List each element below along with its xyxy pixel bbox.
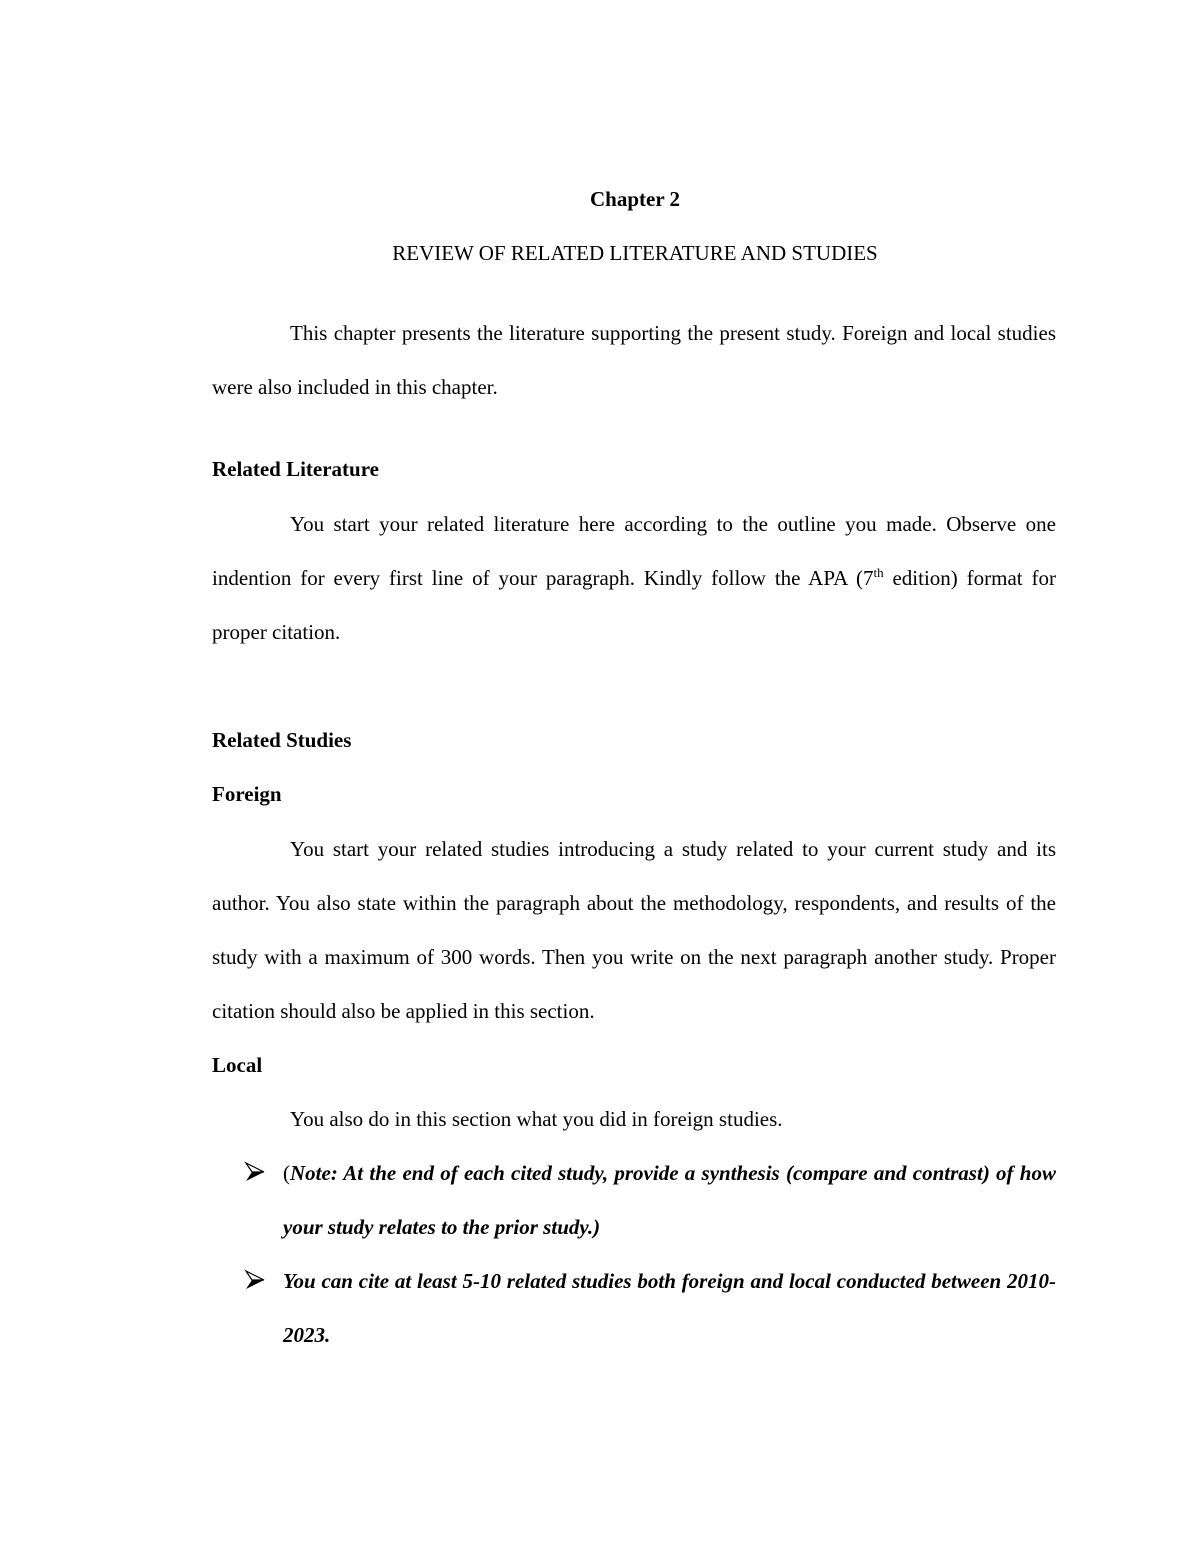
chapter-label: Chapter 2 [589, 187, 681, 211]
note-item [244, 1146, 1056, 1254]
foreign-heading: Foreign [212, 782, 282, 806]
intro-paragraph: This chapter presents the literature supporting the present study. Foreign and local studies were also included in this chapter. [212, 321, 1056, 399]
superscript-th: th [873, 565, 884, 580]
notes-list [244, 1146, 1056, 1362]
note-text: Note: At the end of each cited study, provide a synthesis (compare and contrast) of how your study relates to the prior study.) [283, 1161, 1056, 1239]
related-literature-text-part1: You start your related literature here according to the outline you made. Observe one indention for every first line of your paragraph. Kindly follow the APA (7 [212, 512, 1056, 590]
foreign-paragraph: You start your related studies introducing a study related to your current study and its author. You also state within the paragraph about the methodology, respondents, and results of the study with a maximum of 300 words. Then you write on the next paragraph another study. Proper citation should also be applied in this section. [212, 837, 1056, 1023]
local-heading: Local [212, 1053, 263, 1077]
related-literature-text-part2: edition) format for proper citation. [212, 566, 1057, 644]
note-item [244, 1254, 1056, 1362]
note-open-paren: ( [283, 1161, 290, 1185]
chapter-title: REVIEW OF RELATED LITERATURE AND STUDIES [392, 241, 878, 265]
note-text: You can cite at least 5-10 related studies both foreign and local conducted between 2010-2023. [283, 1269, 1056, 1347]
related-literature-heading: Related Literature [212, 457, 379, 481]
arrow-bullet-icon [244, 1269, 266, 1291]
related-studies-heading: Related Studies [212, 728, 352, 752]
local-paragraph: You also do in this section what you did in foreign studies. [290, 1107, 783, 1131]
related-literature-paragraph [212, 497, 1056, 659]
arrow-bullet-icon [244, 1161, 266, 1183]
